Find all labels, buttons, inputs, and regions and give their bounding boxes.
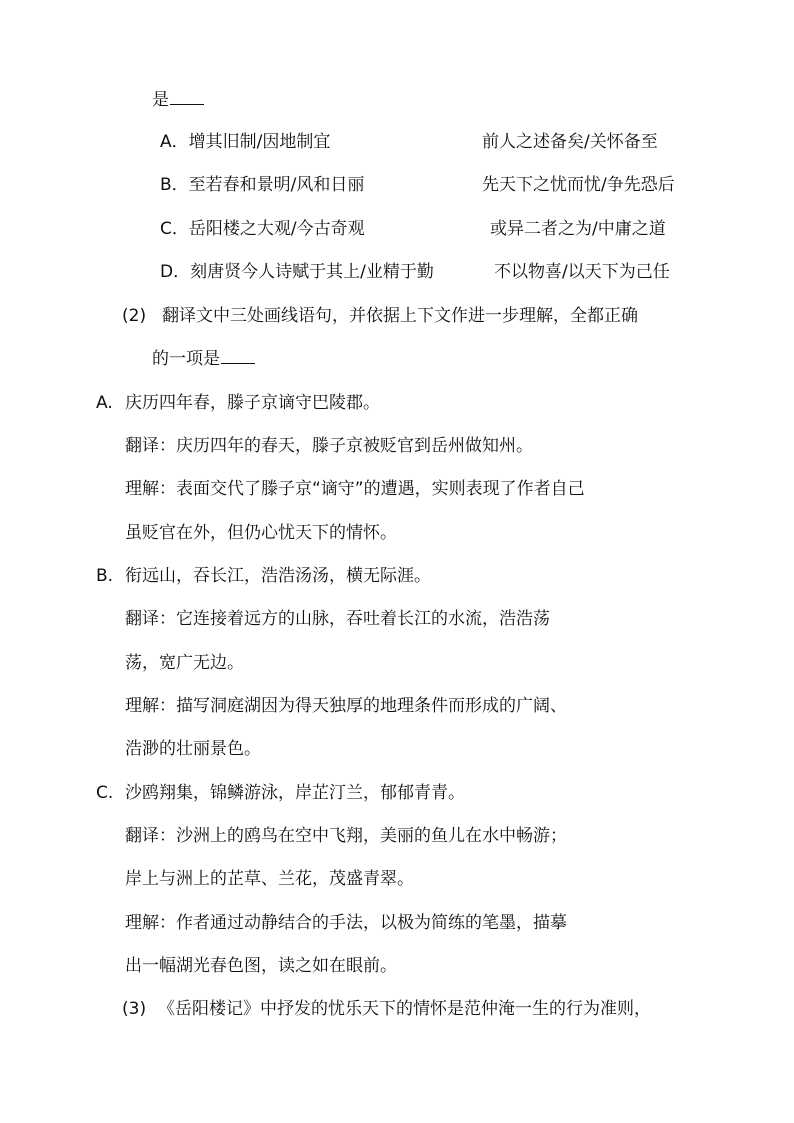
q2-option-a-translation: 翻译：庆历四年的春天，滕子京被贬官到岳州做知州。 <box>125 436 533 456</box>
q2-option-c-understanding-2: 出一幅湖光春色图，读之如在眼前。 <box>125 956 397 976</box>
q2-stem-line2 <box>152 348 255 370</box>
q3-number: (3) <box>122 999 147 1019</box>
q1-option-d-right: 不以物喜/以天下为己任 <box>494 262 670 282</box>
q2-option-b-understanding-1: 理解：描写洞庭湖因为得天独厚的地理条件而形成的广阔、 <box>125 696 567 716</box>
q3-stem-line1: 《岳阳楼记》中抒发的忧乐天下的情怀是范仲淹一生的行为准则， <box>158 999 651 1019</box>
option-left: 至若春和景明/风和日丽 <box>188 175 365 195</box>
q2-stem-line1: 翻译文中三处画线语句，并依据上下文作进一步理解，全都正确 <box>162 306 638 326</box>
q1-stem-tail <box>152 89 204 111</box>
option-letter: C． <box>160 219 189 239</box>
q2-option-a-sentence: 庆历四年春，滕子京谪守巴陵郡。 <box>125 393 380 413</box>
option-left: 刻唐贤今人诗赋于其上/业精于勤 <box>190 262 434 282</box>
q2-option-a-label: A. <box>96 393 113 413</box>
q2-option-c-translation-1: 翻译：沙洲上的鸥鸟在空中飞翔，美丽的鱼儿在水中畅游； <box>125 826 567 846</box>
q2-option-a-understanding-1: 理解：表面交代了滕子京“谪守”的遭遇，实则表现了作者自己 <box>125 479 585 499</box>
answer-blank <box>221 348 255 364</box>
q1-option-a <box>160 131 330 153</box>
q2-option-a-understanding-2: 虽贬官在外，但仍心忧天下的情怀。 <box>125 523 397 543</box>
q2-number: (2) <box>122 306 147 326</box>
option-letter: A． <box>160 132 189 152</box>
q2-option-c-label: C. <box>96 783 114 803</box>
q2-stem-line2-text: 的一项是 <box>152 349 220 369</box>
q1-option-b-right: 先天下之忧而忧/争先恐后 <box>482 175 675 195</box>
q1-option-b <box>160 174 364 196</box>
option-letter: B． <box>160 175 189 195</box>
q1-option-c <box>160 218 365 240</box>
q2-option-b-sentence: 衔远山，吞长江，浩浩汤汤，横无际涯。 <box>125 566 431 586</box>
q1-option-a-right: 前人之述备矣/关怀备至 <box>482 132 658 152</box>
q2-option-c-sentence: 沙鸥翔集，锦鳞游泳，岸芷汀兰，郁郁青青。 <box>125 783 465 803</box>
q1-stem-tail-text: 是 <box>152 90 169 110</box>
option-left: 岳阳楼之大观/今古奇观 <box>188 219 365 239</box>
q1-option-d <box>160 261 434 283</box>
q2-option-b-label: B. <box>96 566 114 586</box>
q1-option-c-right: 或异二者之为/中庸之道 <box>490 219 666 239</box>
answer-blank <box>170 89 204 105</box>
q2-option-c-understanding-1: 理解：作者通过动静结合的手法，以极为简练的笔墨，描摹 <box>125 913 567 933</box>
q2-option-b-translation-2: 荡，宽广无边。 <box>125 653 244 673</box>
q2-option-b-translation-1: 翻译：它连接着远方的山脉，吞吐着长江的水流，浩浩荡 <box>125 609 550 629</box>
q2-option-c-translation-2: 岸上与洲上的芷草、兰花，茂盛青翠。 <box>125 869 414 889</box>
option-letter: D． <box>160 262 191 282</box>
q2-option-b-understanding-2: 浩渺的壮丽景色。 <box>125 739 261 759</box>
option-left: 增其旧制/因地制宜 <box>188 132 331 152</box>
